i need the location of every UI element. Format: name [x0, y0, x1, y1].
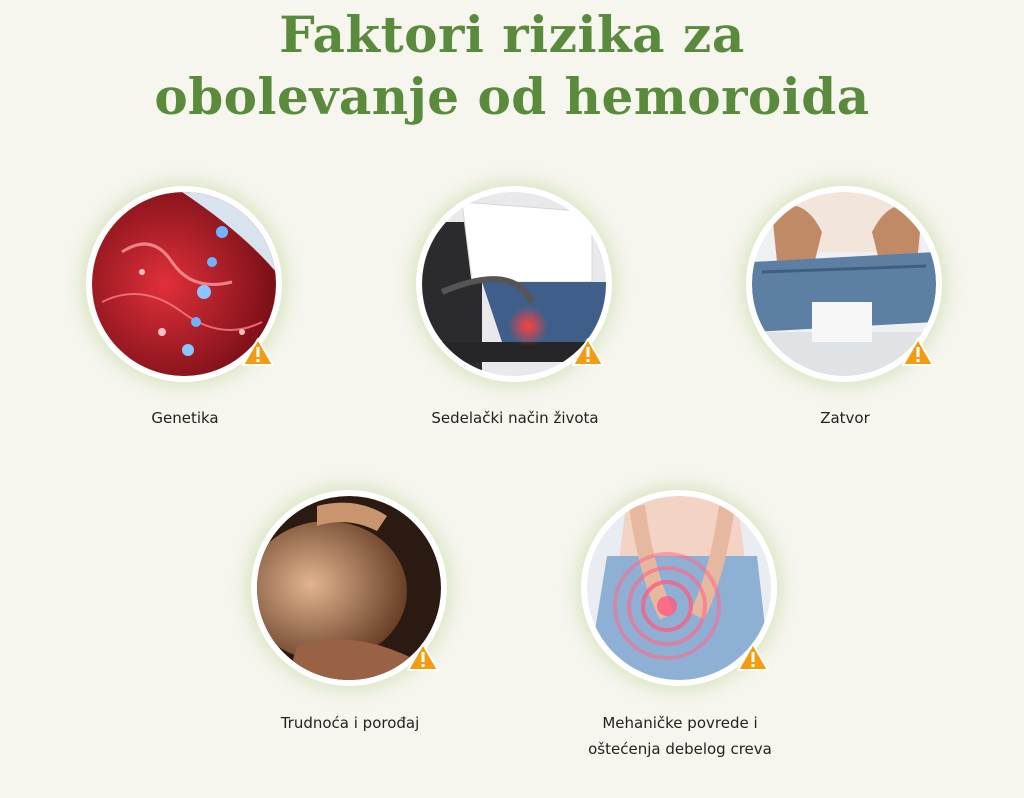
warning-icon — [241, 337, 275, 367]
factor-label-line-2: oštećenja debelog creva — [588, 740, 772, 758]
page-title — [0, 4, 1024, 128]
factor-label-sedentary: Sedelački način života — [431, 409, 599, 427]
factor-label-mechanical-injury — [550, 710, 810, 762]
factor-label-genetics: Genetika — [151, 409, 219, 427]
warning-icon — [901, 337, 935, 367]
factor-label-constipation: Zatvor — [820, 409, 870, 427]
warning-icon — [406, 642, 440, 672]
warning-icon — [736, 642, 770, 672]
page-title-line-1: Faktori rizika za — [279, 5, 745, 64]
factor-label-pregnancy: Trudnoća i porođaj — [280, 714, 420, 732]
factor-label-line-1: Mehaničke povrede i — [602, 714, 758, 732]
warning-icon — [571, 337, 605, 367]
page-title-line-2: obolevanje od hemoroida — [154, 67, 870, 126]
